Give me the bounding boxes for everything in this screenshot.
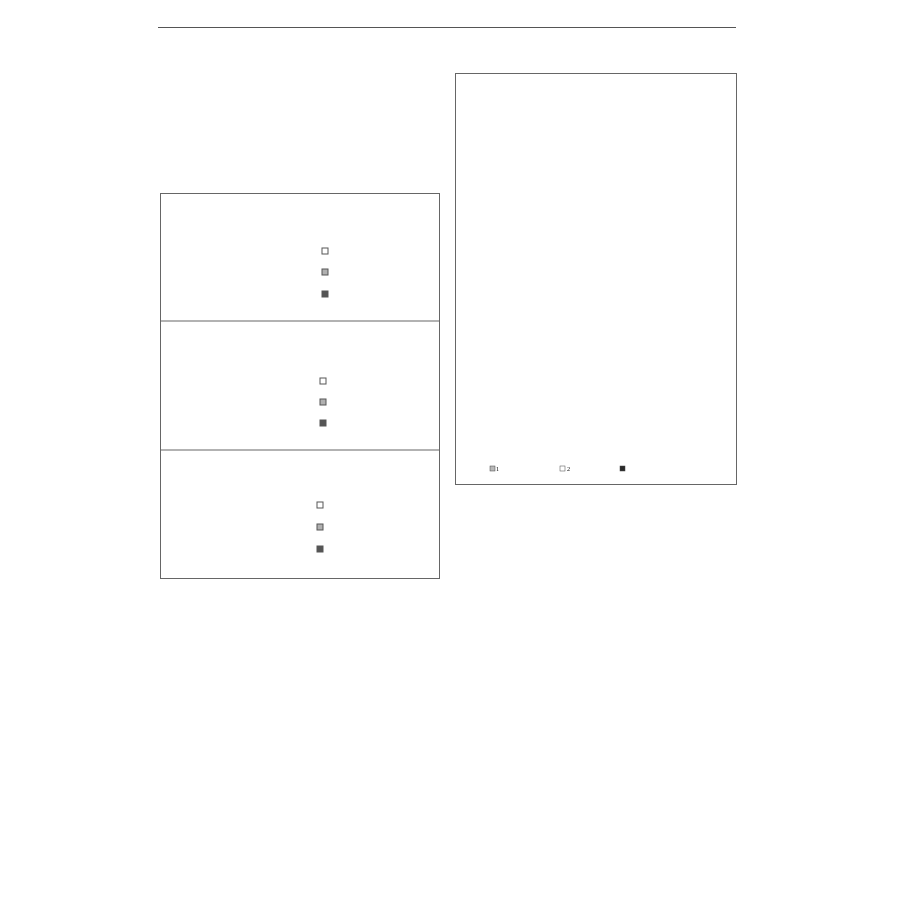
- right-column: [462, 540, 734, 550]
- legend-num: 2: [567, 466, 571, 473]
- legend-swatch-highly: [620, 466, 625, 471]
- legend-swatch-coarse: [322, 248, 328, 254]
- legend-swatch-moderate: [322, 269, 328, 275]
- header-rule: [158, 27, 736, 28]
- legend-swatch-moderate: [320, 399, 326, 405]
- legend-swatch-highly: [317, 546, 323, 552]
- legend-swatch-moderate: [560, 466, 565, 471]
- left-column-bottom: [160, 623, 431, 633]
- legend-num: 1: [496, 466, 500, 473]
- legend-swatch-highly: [320, 420, 326, 426]
- figure-8: [160, 193, 440, 579]
- legend-swatch-moderate: [317, 524, 323, 530]
- figure-9-frame: [456, 74, 737, 485]
- legend-swatch-highly: [322, 291, 328, 297]
- figure-9: [455, 73, 737, 485]
- legend-swatch-coarse: [317, 502, 323, 508]
- legend-swatch-coarse: [320, 378, 326, 384]
- legend-swatch-coarse: [490, 466, 495, 471]
- figure-8-frame: [161, 194, 440, 579]
